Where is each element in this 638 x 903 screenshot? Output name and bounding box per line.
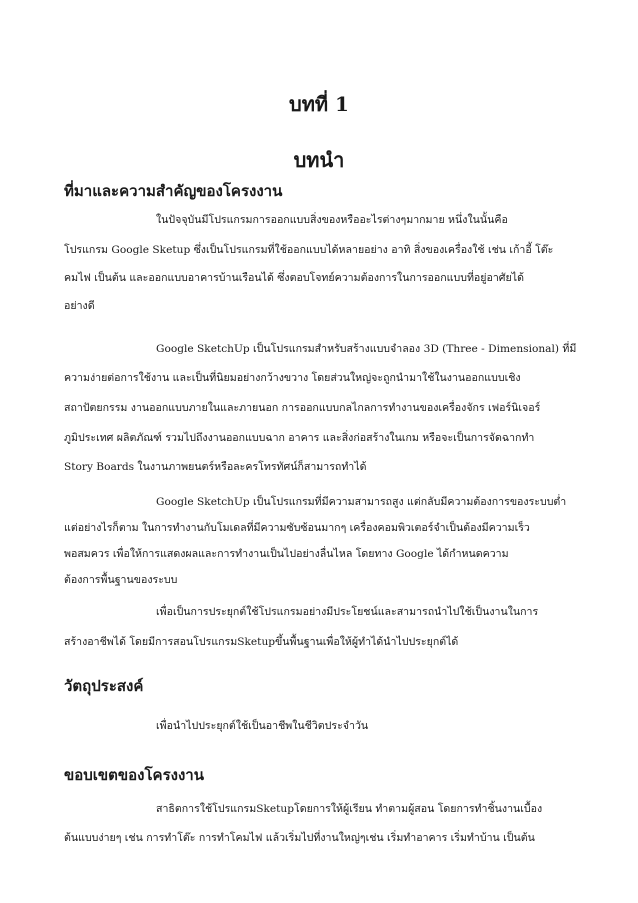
paragraph-line: แต่อย่างไรก็ตาม ในการทำงานกับโมเดลที่มีความซับซ้อนมากๆ เครื่องคอมพิวเตอร์จำเป็นต้องมีความเร็ว xyxy=(64,522,530,534)
chapter-number: บทที่ 1 xyxy=(289,92,349,116)
paragraph-line: พอสมควร เพื่อให้การแสดงผลและการทำงานเป็นไปอย่างลื่นไหล โดยทาง Google ได้กำหนดความ xyxy=(64,548,509,560)
paragraph-line: Google SketchUp เป็นโปรแกรมสำหรับสร้างแบบจำลอง 3D (Three - Dimensional) ที่มี xyxy=(156,343,577,355)
paragraph-line: ภูมิประเทศ ผลิตภัณฑ์ รวมไปถึงงานออกแบบฉาก อาคาร และสิ่งก่อสร้างในเกม หรือจะเป็นการจัดฉากทำ xyxy=(64,432,535,444)
paragraph-line: อย่างดี xyxy=(64,300,95,312)
paragraph-line: Google SketchUp เป็นโปรแกรมที่มีความสามารถสูง แต่กลับมีความต้องการของระบบต่ำ xyxy=(156,496,567,508)
paragraph-line: Story Boards ในงานภาพยนตร์หรือละครโทรทัศน์ก็สามารถทำได้ xyxy=(64,461,367,473)
paragraph-line: เพื่อนำไปประยุกต์ใช้เป็นอาชีพในชีวิตประจำวัน xyxy=(156,720,369,732)
paragraph-line: สร้างอาชีพได้ โดยมีการสอนโปรแกรมSketupขึ้นพื้นฐานเพื่อให้ผู้ทำได้นำไปประยุกต์ได้ xyxy=(64,636,459,648)
section-heading-objective: วัตถุประสงค์ xyxy=(64,677,144,695)
paragraph-line: ต้นแบบง่ายๆ เช่น การทำโต๊ะ การทำโคมไฟ แล้วเริ่มไปที่งานใหญ่ๆเช่น เริ่มทำอาคาร เริ่มทำบ้าน เป็นต้น xyxy=(64,832,535,844)
paragraph-line: ความง่ายต่อการใช้งาน และเป็นที่นิยมอย่างกว้างขวาง โดยส่วนใหญ่จะถูกนำมาใช้ในงานออกแบบเชิง xyxy=(64,372,521,384)
paragraph-line: โปรแกรม Google Sketup ซึ่งเป็นโปรแกรมที่ใช้ออกแบบได้หลายอย่าง อาทิ สิ่งของเครื่องใช้ เช่น เก้าอี้ โต๊ะ xyxy=(64,244,554,256)
paragraph-line: เพื่อเป็นการประยุกต์ใช้โปรแกรมอย่างมีประโยชน์และสามารถนำไปใช้เป็นงานในการ xyxy=(156,606,539,618)
section-heading-background: ที่มาและความสำคัญของโครงงาน xyxy=(64,182,283,200)
chapter-title: บทนำ xyxy=(293,148,345,172)
paragraph-line: ต้องการพื้นฐานของระบบ xyxy=(64,574,178,586)
paragraph-line: สาธิตการใช้โปรแกรมSketupโดยการให้ผู้เรียน ทำตามผู้สอน โดยการทำชิ้นงานเบื้อง xyxy=(156,803,543,815)
paragraph-line: สถาปัตยกรรม งานออกแบบภายในและภายนอก การออกแบบกลไกลการทำงานของเครื่องจักร เฟอร์นิเจอร์ xyxy=(64,402,541,414)
section-heading-scope: ขอบเขตของโครงงาน xyxy=(64,766,204,784)
paragraph-line: ในปัจจุบันมีโปรแกรมการออกแบบสิ่งของหรืออะไรต่างๆมากมาย หนึ่งในนั้นคือ xyxy=(156,214,508,226)
paragraph-line: คมไฟ เป็นต้น และออกแบบอาคารบ้านเรือนได้ ซึ่งตอบโจทย์ความต้องการในการออกแบบที่อยู่อาศัยได้ xyxy=(64,272,524,284)
